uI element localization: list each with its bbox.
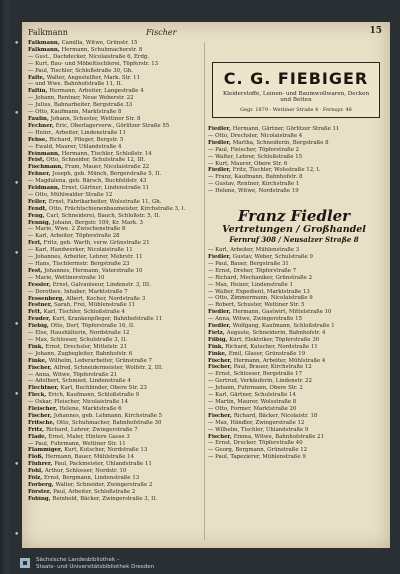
entry-details: Hans, Tischlermstr. Bergstraße 23 bbox=[35, 261, 130, 267]
directory-entry bbox=[28, 206, 200, 213]
column-divider bbox=[204, 42, 205, 540]
directory-entry bbox=[28, 268, 200, 275]
directory-entry: — Max, Heizer, Lindenstraße 1 bbox=[208, 281, 293, 288]
directory-entry: — Julius, Bahnarbeiter, Bergstraße 33 bbox=[28, 102, 133, 109]
ad-fiedler-name: Franz Fiedler bbox=[237, 207, 351, 225]
entry-surname: Fölz, bbox=[28, 475, 44, 482]
ad-fiedler-trade: Vertretungen / Großhandel bbox=[222, 224, 366, 235]
entry-surname: Falkmann, bbox=[28, 46, 62, 53]
entry-surname: Fett, bbox=[28, 309, 44, 316]
directory-entry bbox=[28, 468, 200, 475]
entry-surname: Fritz, bbox=[28, 426, 46, 433]
entry-details: Paul, Fleischer, Töpferstraße 2 bbox=[215, 146, 300, 153]
directory-entry: — Paul, Tischler, Schloßstraße 30, Gh. bbox=[28, 67, 133, 74]
entry-details: Ernst, Drechsler, Mittelstr. 21 bbox=[45, 343, 128, 350]
entry-details: Marie, Wwe. 2 Zwischenstraße 8 bbox=[35, 226, 126, 233]
entry-details: Alfred, Schneidermeister, Wolfstr. 2, III. bbox=[53, 364, 163, 371]
entry-surname: Fischer, bbox=[208, 364, 234, 371]
ad-fiebiger-brand: C. G. FIEBIGER bbox=[223, 69, 369, 88]
entry-details: Gustav, Rentner, Kirchstraße 1 bbox=[215, 181, 300, 188]
entry-details: Camilla, Witwe, Grünstr. 15 bbox=[61, 40, 138, 46]
directory-entry bbox=[28, 420, 200, 427]
entry-details: Paul, Packmeister, Uhlandstraße 11 bbox=[54, 461, 152, 468]
entry-surname: Feng, bbox=[28, 212, 47, 219]
directory-entry bbox=[28, 137, 200, 144]
library-colophon bbox=[14, 552, 390, 574]
directory-entry bbox=[28, 220, 200, 227]
entry-details: Ernst, Drucker, Töpferstraße 40 bbox=[215, 440, 303, 447]
entry-details: Julius, Bahnarbeiter, Bergstraße 33 bbox=[35, 102, 133, 109]
entry-details: Karl, Arbeiter, Mühlenstraße 3 bbox=[215, 247, 300, 254]
directory-entry: — Johann, Rentner, Neue Weberstr. 22 bbox=[28, 95, 134, 102]
entry-details: Wilhelm, Lederarbeiter, Grünstraße 7 bbox=[48, 357, 152, 364]
directory-entry: — Paul, Bauer, Bergstraße 31 bbox=[208, 260, 289, 267]
entry-surname: Fessler, bbox=[28, 281, 53, 288]
directory-entry bbox=[28, 40, 200, 47]
entry-surname: Fink, bbox=[28, 343, 46, 350]
directory-entry bbox=[28, 406, 200, 413]
entry-surname: Fritsche, bbox=[28, 419, 57, 426]
colophon-line-1: Sächsische Landesbibliothek – bbox=[36, 557, 120, 563]
directory-entry: — Richard, Mechaniker, Grünstraße 2 bbox=[208, 274, 313, 281]
entry-details: Reinhold, Bäcker, Zwingerstraße 3, II. bbox=[52, 495, 158, 502]
directory-entry bbox=[28, 413, 200, 420]
colophon-line-2: Staats- und Universitätsbibliothek Dresden bbox=[36, 564, 155, 570]
entry-details: Richard, Kutscher, Nordstraße 11 bbox=[225, 343, 318, 350]
directory-entry bbox=[28, 185, 200, 192]
directory-entry bbox=[208, 140, 386, 147]
entry-details: Paul, Tapezierer, Mühlenstraße 9 bbox=[215, 454, 306, 461]
directory-entry bbox=[28, 75, 200, 82]
header-center-keyword: Fischer bbox=[146, 28, 177, 37]
entry-details: Ernst, Gärtner, Lindenstraße 11 bbox=[61, 185, 150, 192]
directory-entry bbox=[28, 475, 200, 482]
entry-details: Georg, Bergmann, Grünstraße 12 bbox=[215, 447, 308, 454]
directory-entry: — Hans, Tischlermstr. Bergstraße 23 bbox=[28, 261, 130, 267]
entry-surname: Fessenberg, bbox=[28, 295, 66, 302]
entry-details: Else, Haushälterin, Nordstraße 12 bbox=[35, 330, 130, 337]
directory-entry bbox=[28, 296, 200, 303]
entry-details: Gustav, Weber, Schulstraße 9 bbox=[232, 253, 313, 260]
entry-details: Eric, Oberlagerverw., Görlitzer Straße 55 bbox=[55, 122, 170, 129]
entry-surname: Fiedler, bbox=[208, 309, 233, 316]
entry-details: Fritz, Tischler, Wolsstraße 12, I. bbox=[232, 167, 321, 174]
header-left-keyword: Falkmann bbox=[28, 28, 68, 37]
entry-details: Otto, Former, Marktstraße 20 bbox=[215, 405, 297, 412]
directory-entry bbox=[208, 351, 386, 358]
entry-details: Helene, Witwe, Nordstraße 19 bbox=[215, 188, 299, 195]
directory-entry bbox=[208, 330, 386, 337]
directory-entry: — Otto, Kaufmann, Marktstraße 8 bbox=[28, 109, 122, 116]
directory-entry bbox=[208, 254, 386, 261]
directory-entry bbox=[208, 337, 386, 344]
entry-surname: Förster, bbox=[28, 488, 54, 495]
directory-entry bbox=[28, 316, 200, 323]
directory-entry: — Johann, Zugbegleiter, Bahnhofstr. 6 bbox=[28, 350, 133, 357]
directory-entry bbox=[28, 461, 200, 468]
entry-surname: Fendt, bbox=[28, 205, 49, 212]
directory-entry bbox=[28, 199, 200, 206]
entry-surname: Faltin, bbox=[28, 88, 50, 95]
entry-surname: Fehner, bbox=[28, 171, 53, 178]
directory-entry: — Ernst, Schlosser, Bergstraße 17 bbox=[208, 371, 303, 378]
directory-entry: — Adelbert, Schmied, Lindenstraße 4 bbox=[28, 378, 131, 385]
entry-surname: Fohl, bbox=[28, 468, 45, 475]
directory-entry: — Ernst, Dreher, Töpferstraße 7 bbox=[208, 267, 297, 274]
entry-details: Ernst, Galvaniseur, Lindenstr. 3, III. bbox=[52, 281, 151, 288]
directory-entry: — Martin, Maurer, Wolsstraße 8 bbox=[208, 399, 297, 405]
directory-entry bbox=[28, 385, 200, 392]
directory-entry: — Paul, Fleischer, Töpferstraße 2 bbox=[208, 146, 300, 153]
entry-surname: Falte, bbox=[28, 74, 47, 81]
entry-details: Paul, Arbeiter, Schloßstraße 2 bbox=[53, 488, 136, 495]
directory-entry bbox=[28, 454, 200, 461]
entry-surname: Fischer, bbox=[208, 433, 234, 440]
entry-surname: Fleischer, bbox=[28, 406, 60, 413]
entry-surname: Flammiger, bbox=[28, 447, 65, 454]
entry-details: Hermann, Arbeiter, Langestraße 4 bbox=[49, 88, 144, 95]
entry-details: Hermann, Arbeiter, Mühlstraße 4 bbox=[233, 357, 326, 364]
entry-surname: Feinmann, bbox=[28, 150, 62, 157]
directory-entry bbox=[28, 151, 200, 158]
entry-details: Otto, Mühlwalder Straße 12 bbox=[35, 191, 113, 198]
entry-details: Paul, Bauer, Bergstraße 31 bbox=[215, 260, 289, 267]
directory-entry: — Franz, Kaufmann, Bahnhofstr. 8 bbox=[208, 174, 303, 181]
entry-details: Emil, Glaser, Grünstraße 19 bbox=[228, 350, 306, 357]
entry-details: Walter, Schneider, Zwingerstraße 2 bbox=[55, 482, 153, 488]
entry-details: Gust., Dachdecker, Nicolaistraße 6, Erdg. bbox=[35, 53, 150, 60]
directory-entry bbox=[208, 126, 386, 133]
directory-entry bbox=[28, 171, 200, 178]
directory-entry: — Ewald, Maurer, Uhlandstraße 4 bbox=[28, 143, 122, 150]
directory-entry bbox=[208, 413, 386, 420]
entry-surname: Fennig, bbox=[28, 219, 53, 226]
entry-details: Otto, Drechsler, Nicolaistraße 4 bbox=[215, 132, 303, 139]
entry-details: Johann, Fuhrmann, Obere Str. 2 bbox=[215, 385, 303, 392]
directory-entry: — Johann, Fuhrmann, Obere Str. 2 bbox=[208, 385, 303, 392]
directory-entry: — Marie, Wwe. 2 Zwischenstraße 8 bbox=[28, 226, 126, 233]
entry-details: Adelbert, Schmied, Lindenstraße 4 bbox=[35, 378, 131, 385]
directory-entry bbox=[28, 496, 200, 503]
directory-entry: — Helene, Witwe, Nordstraße 19 bbox=[208, 188, 299, 195]
directory-entry: — Paul, Fuhrmann, Wettiner Str. 11 bbox=[28, 440, 126, 447]
entry-details: Johann, Schuster, Wettiner Str. 8 bbox=[50, 115, 141, 122]
directory-entry: — Wilhelm, Tischler, Uhlandstraße 9 bbox=[208, 426, 309, 433]
directory-entry bbox=[28, 240, 200, 247]
entry-surname: Fiebig, bbox=[28, 323, 51, 330]
page-header bbox=[28, 26, 384, 40]
entry-details: Anna, Witwe, Zwingerstraße 15 bbox=[215, 316, 303, 323]
directory-entry: — Oskar, Fleischer, Nicolaistraße 14 bbox=[28, 399, 128, 406]
entry-details: Ernst, Bergmann, Lindenstraße 13 bbox=[44, 475, 140, 482]
library-logo-icon bbox=[20, 558, 30, 568]
entry-details: Franz, Kaufmann, Bahnhofstr. 8 bbox=[215, 174, 303, 181]
entry-surname: Fischer, bbox=[28, 412, 54, 419]
directory-entry: — Gertrud, Verkäuferin, Lindenstr. 22 bbox=[208, 378, 312, 385]
entry-details: Fram, Mauer, Nicolaistraße 22 bbox=[64, 164, 150, 171]
directory-entry bbox=[28, 164, 200, 171]
entry-details: Johannes, geb. Lehmann, Kirchstraße 5 bbox=[53, 412, 163, 419]
ad-fiedler-address: Fernruf 308 / Neusalzer Straße 8 bbox=[229, 235, 359, 244]
entry-details: Marie, Wettinerstraße 10 bbox=[35, 274, 105, 281]
entry-details: Erich, Kaufmann, Schloßstraße 9 bbox=[48, 392, 140, 399]
entry-details: Dorothee, Inhaber, Marktstraße 7 bbox=[35, 288, 128, 295]
entry-surname: Ferl, bbox=[28, 240, 44, 247]
directory-entry bbox=[28, 344, 200, 351]
entry-surname: Feuder, bbox=[28, 316, 53, 323]
entry-surname: Fiedler, bbox=[208, 139, 233, 146]
entry-details: Karl, Gärtner, Schulstraße 14 bbox=[215, 392, 296, 399]
entry-details: Kurt, Elektriker, Töpferstraße 30 bbox=[229, 336, 320, 343]
directory-entry: — Otto, Zimmermann, Nicolaistraße 9 bbox=[208, 295, 313, 302]
directory-entry bbox=[28, 123, 200, 130]
entry-surname: Finke, bbox=[208, 350, 229, 357]
directory-entry bbox=[28, 482, 200, 489]
directory-entry bbox=[28, 282, 200, 289]
entry-details: Otto, Kaufmann, Marktstraße 8 bbox=[35, 109, 122, 116]
entry-details: Max, Heizer, Lindenstraße 1 bbox=[215, 281, 293, 288]
entry-surname: Feller, bbox=[28, 198, 49, 205]
entry-details: Karl, Buchbinder, Obere Str. 23 bbox=[60, 385, 147, 392]
entry-details: Auguste, Schneiderin, Bahnhofstr. 4 bbox=[226, 329, 326, 336]
entry-details: Otto, Frächtschienenbaumeister, Kirchstraße 3, I. bbox=[48, 205, 186, 212]
directory-entry: — Max, Händler, Zwingerstraße 12 bbox=[208, 419, 305, 426]
entry-details: Otto, Schneider, Schulstraße 12, III. bbox=[46, 157, 146, 164]
entry-details: Joseph, geb. Münch, Bergerstraße 5, II. bbox=[52, 171, 162, 178]
entry-surname: Feist, bbox=[28, 157, 47, 164]
entry-surname: Forberg, bbox=[28, 482, 56, 488]
entry-details: Paul, Brauer, Kirchstraße 12 bbox=[233, 364, 312, 371]
entry-details: Kurt, Krankenpfleger, Bahnhofstraße 11 bbox=[52, 316, 163, 323]
binding-gutter: • • • • • • • • bbox=[14, 39, 20, 540]
directory-entry bbox=[208, 344, 386, 351]
directory-entry bbox=[208, 167, 386, 174]
entry-surname: Fest, bbox=[28, 267, 45, 274]
entry-details: Heinr., Arbeiter, Lindenstraße 11 bbox=[35, 129, 126, 136]
directory-entry: — Ernst, Drucker, Töpferstraße 40 bbox=[208, 440, 303, 447]
entry-details: Richard, Bäcker, Nicolaistr. 18 bbox=[233, 412, 318, 419]
entry-details: Hermann, Gärtner, Görlitzer Straße 11 bbox=[232, 126, 340, 132]
directory-entry: — Georg, Bergmann, Grünstraße 12 bbox=[208, 447, 308, 454]
directory-entry bbox=[28, 116, 200, 123]
directory-entry: — Karl, Gärtner, Schulstraße 14 bbox=[208, 392, 296, 399]
entry-details: Anna, Witwe, Töpferstraße 21 bbox=[35, 371, 118, 378]
directory-entry: — Heinr., Arbeiter, Lindenstraße 11 bbox=[28, 129, 126, 136]
directory-entry bbox=[208, 434, 386, 441]
directory-page bbox=[22, 22, 390, 548]
entry-details: Paul, Fuhrmann, Wettiner Str. 11 bbox=[35, 440, 126, 447]
entry-details: Wolfgang, Kaufmann, Schloßstraße 1 bbox=[232, 323, 335, 330]
entry-details: Karl, Tischler, Schloßstraße 4 bbox=[43, 309, 125, 316]
entry-details: Karl, Arbeiter, Töpferstraße 28 bbox=[35, 233, 120, 240]
directory-entry bbox=[28, 434, 200, 441]
entry-details: Carl, Schneiderei, Bauch, Schloßstr. 5, II. bbox=[46, 212, 161, 219]
entry-details: Sarah, Frei, Mühlenstraße 11 bbox=[54, 302, 136, 309]
entry-details: Hermann, Tischler, Schloßstr. 14 bbox=[61, 150, 152, 157]
entry-details: Max, Händler, Zwingerstraße 12 bbox=[215, 419, 305, 426]
directory-entry bbox=[28, 427, 200, 434]
entry-details: Walter, Expedient, Marktstraße 13 bbox=[215, 288, 310, 295]
directory-entry bbox=[28, 358, 200, 365]
entry-details: Emma, Witwe, Bahnhofstraße 21 bbox=[233, 433, 325, 440]
entry-surname: Fischmann, bbox=[28, 164, 65, 171]
entry-surname: Fink, bbox=[208, 343, 226, 350]
entry-surname: Fiedler, bbox=[208, 253, 233, 260]
entry-details: Arthur, Schlosser, Nordstr. 10 bbox=[44, 468, 127, 475]
entry-details: Ewald, Maurer, Uhlandstraße 4 bbox=[35, 143, 122, 150]
entry-surname: Flechtner, bbox=[28, 385, 61, 392]
directory-entry: — und Wwe. Bahnhofstraße 11, II. bbox=[28, 81, 123, 88]
entry-details: Otto, Dorf, Töpferstraße 16, II. bbox=[50, 323, 135, 330]
entry-surname: Fischer, bbox=[208, 412, 234, 419]
page-number: 15 bbox=[369, 26, 382, 36]
directory-entry: — Kurt, Maurer, Obere Str. 6 bbox=[208, 160, 288, 167]
directory-entry bbox=[28, 213, 200, 220]
entry-details: Ernst, Fabrikarbeiter, Wolsstraße 11, Gh. bbox=[48, 198, 162, 205]
entry-details: Walter, Angestellter, Mark. Str. 11 bbox=[46, 74, 141, 81]
entry-surname: Fleck, bbox=[28, 392, 49, 399]
directory-entry: — Max, Schlosser, Schulstraße 3, II. bbox=[28, 336, 128, 343]
entry-details: Johannes, Arbeiter, Lehrer, Mehrstr. 11 bbox=[35, 254, 143, 261]
directory-entry: — Karl, Handwerker, Nicolaistraße 11 bbox=[28, 247, 133, 254]
directory-entry: — Karl, Arbeiter, Mühlenstraße 3 bbox=[208, 247, 300, 254]
entry-details: Max, Schlosser, Schulstraße 3, II. bbox=[35, 336, 128, 343]
entry-surname: Faulin, bbox=[28, 115, 51, 122]
directory-entry: — Paul, Tapezierer, Mühlenstraße 9 bbox=[208, 454, 306, 461]
entry-details: und Wwe. Bahnhofstraße 11, II. bbox=[35, 81, 123, 88]
directory-entry bbox=[28, 302, 200, 309]
entry-details: Ernst, Maler, Hintere Gasse 3 bbox=[48, 433, 130, 440]
directory-entry: — Otto, Mühlwalder Straße 12 bbox=[28, 191, 113, 198]
entry-details: Martha, Schneiderin, Bergstraße 8 bbox=[232, 139, 329, 146]
directory-entry: — Anna, Witwe, Töpferstraße 21 bbox=[28, 371, 118, 378]
entry-surname: Fischer, bbox=[28, 364, 54, 371]
directory-entry: — Marie, Wettinerstraße 10 bbox=[28, 274, 105, 281]
entry-details: Otto, Zimmermann, Nicolaistraße 9 bbox=[215, 295, 313, 302]
ad-fiebiger-footer: Gegr. 1879 · Wettiner Straße 4 · Fernspr. 48 bbox=[240, 107, 352, 113]
directory-entry: — Else, Haushälterin, Nordstraße 12 bbox=[28, 330, 130, 337]
directory-entry bbox=[28, 365, 200, 372]
directory-entry bbox=[28, 47, 200, 54]
directory-entry bbox=[28, 157, 200, 164]
directory-entry: — Otto, Drechsler, Nicolaistraße 4 bbox=[208, 132, 303, 139]
entry-surname: Floß, bbox=[28, 454, 46, 461]
entry-details: Richard, Mechaniker, Grünstraße 2 bbox=[215, 274, 313, 281]
entry-details: Robert, Schuster, Wettiner Str. 5 bbox=[215, 302, 305, 309]
entry-details: Albert, Kocher, Nordstraße 3 bbox=[65, 295, 146, 302]
entry-surname: Festner, bbox=[28, 302, 55, 309]
directory-entry bbox=[28, 309, 200, 316]
entry-details: Kurt, Bau- und Möbeltischlerei, Töpferstr. 13 bbox=[35, 60, 159, 67]
directory-entry bbox=[208, 309, 386, 316]
entry-details: Martin, Maurer, Wolsstraße 8 bbox=[215, 399, 297, 405]
entry-details: Wilhelm, Tischler, Uhlandstraße 9 bbox=[215, 426, 309, 433]
advertisement-fiebiger bbox=[212, 62, 380, 118]
directory-entry bbox=[28, 323, 200, 330]
directory-entry: — Walter, Expedient, Marktstraße 13 bbox=[208, 288, 310, 295]
entry-surname: Fehse, bbox=[28, 136, 50, 143]
entry-details: Richard, Pfleger, Bergstr. 5 bbox=[49, 136, 124, 143]
entry-details: Karl, Handwerker, Nicolaistraße 11 bbox=[35, 247, 133, 254]
entry-surname: Filbig, bbox=[208, 336, 230, 343]
entry-details: Johann, Rentner, Neue Weberstr. 22 bbox=[35, 95, 134, 102]
entry-surname: Falkmann, bbox=[28, 40, 62, 46]
directory-entry bbox=[28, 392, 200, 399]
directory-entry bbox=[208, 323, 386, 330]
entry-details: Fritz, geb. Warth, verw. Grünstraße 21 bbox=[43, 240, 150, 247]
entry-details: Richard, Lehrer, Zwingerstraße 7 bbox=[45, 426, 138, 433]
entry-details: Kurt, Maurer, Obere Str. 6 bbox=[215, 160, 288, 167]
entry-details: Paul, Tischler, Schloßstraße 30, Gh. bbox=[35, 67, 133, 74]
directory-entry: — Gust., Dachdecker, Nicolaistraße 6, Erdg. bbox=[28, 53, 150, 60]
directory-entry: — Dorothee, Inhaber, Marktstraße 7 bbox=[28, 288, 128, 295]
directory-entry bbox=[208, 364, 386, 371]
entry-details: Johann, Bergstr. 109, Kr. Mark. 3 bbox=[52, 219, 143, 226]
entry-details: Oskar, Fleischer, Nicolaistraße 14 bbox=[35, 399, 128, 406]
entry-surname: Fiedler, bbox=[208, 167, 233, 174]
advertisement-fiedler bbox=[214, 208, 374, 252]
directory-entry bbox=[208, 358, 386, 365]
entry-surname: Fiedler, bbox=[208, 126, 233, 132]
directory-entry: — Kurt, Bau- und Möbeltischlerei, Töpferstr. 13 bbox=[28, 60, 159, 67]
entry-surname: Fechner, bbox=[28, 122, 56, 129]
directory-entry: — Anna, Witwe, Zwingerstraße 15 bbox=[208, 316, 303, 323]
entry-details: Hermann, Bauer, Mühlstraße 14 bbox=[45, 454, 135, 461]
entry-details: Ernst, Dreher, Töpferstraße 7 bbox=[215, 267, 297, 274]
entry-surname: Finke, bbox=[28, 357, 49, 364]
entry-details: Magdalena, geb. Bärsch, Buchfeldstr. 43 bbox=[35, 178, 147, 185]
entry-details: Kurt, Kutscher, Nordstraße 13 bbox=[64, 447, 148, 454]
ad-fiebiger-tagline: Kleiderstoffe, Leinen- und Baumwollwaren, Decken und Betten bbox=[222, 91, 370, 103]
entry-surname: Fobing, bbox=[28, 495, 53, 502]
entry-surname: Fiedler, bbox=[208, 323, 233, 330]
entry-details: Hermann, Schuhmacherstr. 8 bbox=[61, 46, 143, 53]
directory-entry: — Magdalena, geb. Bärsch, Buchfeldstr. 43 bbox=[28, 178, 147, 185]
entry-details: Otto, Schuhmacher, Bahnhofstraße 30 bbox=[56, 419, 162, 426]
entry-details: Hermann, Gastwirt, Mittelstraße 10 bbox=[232, 309, 332, 316]
directory-entry bbox=[28, 447, 200, 454]
entry-surname: Fietz, bbox=[208, 329, 227, 336]
entry-details: Gertrud, Verkäuferin, Lindenstr. 22 bbox=[215, 378, 312, 385]
entry-details: Ernst, Schlosser, Bergstraße 17 bbox=[215, 371, 303, 378]
entry-surname: Feldmann, bbox=[28, 185, 62, 192]
directory-entry: — Karl, Arbeiter, Töpferstraße 28 bbox=[28, 233, 120, 240]
entry-details: Johann, Zugbegleiter, Bahnhofstr. 6 bbox=[35, 350, 133, 357]
left-column-entries bbox=[28, 40, 200, 544]
entry-details: Walter, Lehrer, Schloßstraße 15 bbox=[215, 153, 303, 160]
directory-entry: — Robert, Schuster, Wettiner Str. 5 bbox=[208, 302, 305, 309]
entry-details: Johannes, Hermann, Vaterstraße 10 bbox=[44, 267, 143, 274]
directory-entry: — Walter, Lehrer, Schloßstraße 15 bbox=[208, 153, 303, 160]
directory-entry bbox=[28, 88, 200, 95]
entry-surname: Fluhrer, bbox=[28, 461, 55, 468]
entry-surname: Fischer, bbox=[208, 357, 234, 364]
directory-entry: — Otto, Former, Marktstraße 20 bbox=[208, 405, 297, 412]
directory-entry bbox=[28, 489, 200, 496]
directory-entry: — Johannes, Arbeiter, Lehrer, Mehrstr. 11 bbox=[28, 254, 143, 261]
entry-surname: Flade, bbox=[28, 433, 49, 440]
entry-details: Helene, Marktstraße 6 bbox=[59, 406, 122, 413]
directory-entry: — Gustav, Rentner, Kirchstraße 1 bbox=[208, 181, 300, 188]
